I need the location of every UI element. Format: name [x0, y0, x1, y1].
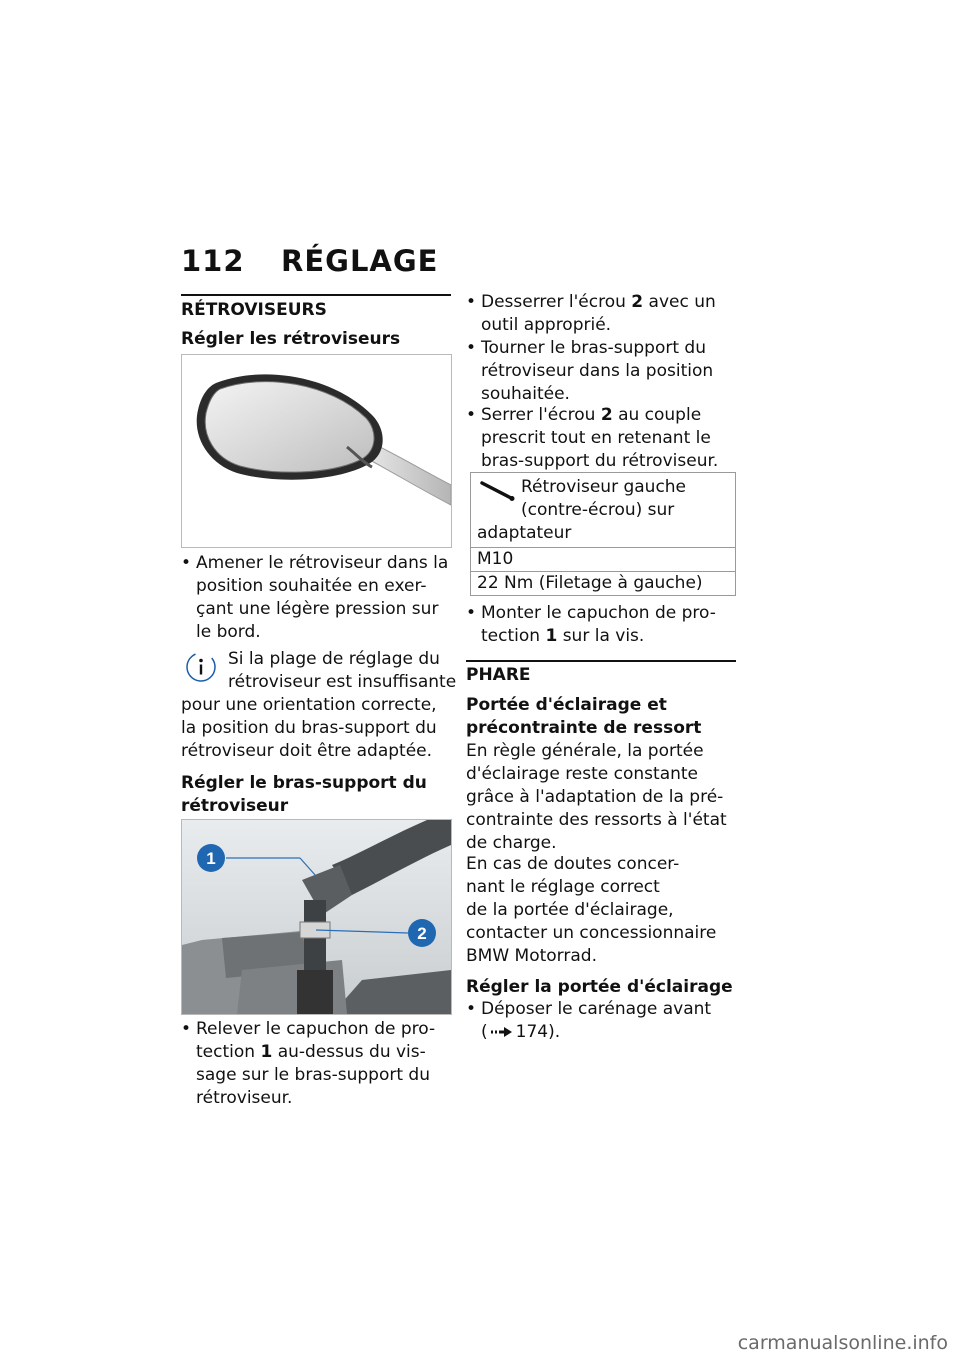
- page-reference[interactable]: 174).: [515, 1022, 561, 1042]
- section-title-mirrors: RÉTROVISEURS: [181, 300, 327, 320]
- paragraph-contact: [466, 853, 716, 968]
- paragraph-line: contrainte des ressorts à l'état: [466, 810, 727, 830]
- bullet-line: çant une légère pression sur: [196, 599, 439, 619]
- spec-header-line: Rétroviseur gauche: [521, 477, 687, 497]
- bullet-line: Tourner le bras-support du: [481, 338, 707, 358]
- subsection-line: précontrainte de ressort: [466, 718, 702, 738]
- bullet-text: sur la vis.: [562, 626, 645, 646]
- callout-1: 1: [206, 849, 216, 868]
- reference-number: 2: [631, 292, 644, 312]
- bullet-line: Déposer le carénage avant: [481, 999, 712, 1019]
- bullet-line: [481, 1021, 741, 1044]
- bullet-line: [481, 404, 741, 427]
- bullet-text: au-dessus du vis-: [277, 1042, 426, 1062]
- subsection-adjust-mirrors: Régler les rétroviseurs: [181, 329, 401, 349]
- paragraph-line: de charge.: [466, 833, 557, 853]
- spec-header-line: adaptateur: [477, 523, 572, 543]
- bullet-line: bras-support du rétroviseur.: [481, 451, 719, 471]
- info-note: [181, 694, 437, 763]
- paragraph-line: En règle générale, la portée: [466, 741, 704, 761]
- subsection-adjust-headlight: Régler la portée d'éclairage: [466, 977, 733, 997]
- bullet-line: rétroviseur.: [196, 1088, 293, 1108]
- bullet-dot: •: [466, 603, 477, 623]
- bullet-line: Monter le capuchon de pro-: [481, 603, 716, 623]
- section-title-headlight: PHARE: [466, 665, 531, 685]
- bullet-text: Desserrer l'écrou: [481, 292, 626, 312]
- page-title: RÉGLAGE: [281, 244, 439, 278]
- bullet-mount-cap: [466, 602, 741, 648]
- bullet-line: [481, 625, 741, 648]
- mirror-arm-illustration: [182, 820, 451, 1014]
- info-line: Si la plage de réglage du: [228, 649, 440, 669]
- bullet-text: tection: [481, 626, 541, 646]
- section-rule: [466, 660, 736, 662]
- bullet-dot: •: [181, 1019, 192, 1039]
- bullet-line: Relever le capuchon de pro-: [196, 1019, 436, 1039]
- bullet-move-mirror: [181, 552, 456, 644]
- paren-open: (: [481, 1022, 488, 1042]
- section-rule: [181, 294, 451, 296]
- bullet-remove-fairing: [466, 998, 741, 1044]
- bullet-dot: •: [181, 553, 192, 573]
- bullet-turn-arm: [466, 337, 741, 406]
- bullet-dot: •: [466, 999, 477, 1019]
- page-number: 112: [181, 244, 245, 278]
- subsection-adjust-arm: [181, 772, 427, 818]
- bullet-dot: •: [466, 405, 477, 425]
- mirror-illustration: [182, 355, 451, 547]
- bullet-dot: •: [466, 292, 477, 312]
- wrench-icon: [479, 480, 517, 502]
- bullet-line: [481, 291, 741, 314]
- watermark: carmanualsonline.info: [737, 1332, 948, 1354]
- spec-thread-size: M10: [471, 548, 736, 572]
- bullet-text: avec un: [648, 292, 716, 312]
- callout-2: 2: [417, 924, 427, 943]
- subsection-line: rétroviseur: [181, 796, 289, 816]
- bullet-raise-cap: [181, 1018, 456, 1110]
- bullet-tighten-nut: [466, 404, 741, 473]
- spec-torque-value: 22 Nm (Filetage à gauche): [471, 572, 736, 596]
- bullet-line: [196, 1041, 456, 1064]
- reference-number: 2: [600, 405, 613, 425]
- bullet-loosen-nut: [466, 291, 741, 337]
- bullet-line: position souhaitée en exer-: [196, 576, 427, 596]
- bullet-line: le bord.: [196, 622, 261, 642]
- bullet-text: tection: [196, 1042, 256, 1062]
- mirror-image: [181, 354, 452, 548]
- mirror-arm-image: [181, 819, 452, 1015]
- paragraph-line: d'éclairage reste constante: [466, 764, 699, 784]
- paragraph-line: BMW Motorrad.: [466, 946, 597, 966]
- spec-header-cell: [471, 473, 736, 548]
- page-reference-arrow-icon: [491, 1026, 513, 1038]
- paragraph-line: nant le réglage correct: [466, 877, 660, 897]
- paragraph-line: En cas de doutes concer-: [466, 854, 680, 874]
- bullet-text: au couple: [618, 405, 702, 425]
- info-line: rétroviseur doit être adaptée.: [181, 741, 433, 761]
- paragraph-general: [466, 740, 727, 855]
- bullet-line: souhaitée.: [481, 384, 570, 404]
- subsection-line: Régler le bras-support du: [181, 773, 427, 793]
- bullet-line: outil approprié.: [481, 315, 612, 335]
- info-line: la position du bras-support du: [181, 718, 437, 738]
- info-line: pour une orientation correcte,: [181, 695, 437, 715]
- reference-number: 1: [260, 1042, 273, 1062]
- paragraph-line: contacter un concessionnaire: [466, 923, 717, 943]
- bullet-line: Amener le rétroviseur dans la: [196, 553, 449, 573]
- subsection-line: Portée d'éclairage et: [466, 695, 667, 715]
- info-line: rétroviseur est insuffisante: [228, 672, 457, 692]
- reference-number: 1: [545, 626, 558, 646]
- paragraph-line: grâce à l'adaptation de la pré-: [466, 787, 724, 807]
- bullet-line: prescrit tout en retenant le: [481, 428, 711, 448]
- info-icon: [184, 650, 218, 688]
- bullet-dot: •: [466, 338, 477, 358]
- subsection-headlight-range: [466, 694, 701, 740]
- paragraph-line: de la portée d'éclairage,: [466, 900, 674, 920]
- torque-spec-table: [470, 472, 736, 596]
- bullet-line: rétroviseur dans la position: [481, 361, 714, 381]
- spec-header-line: (contre-écrou) sur: [521, 500, 675, 520]
- info-note-indented: [228, 648, 456, 694]
- bullet-text: Serrer l'écrou: [481, 405, 596, 425]
- bullet-line: sage sur le bras-support du: [196, 1065, 430, 1085]
